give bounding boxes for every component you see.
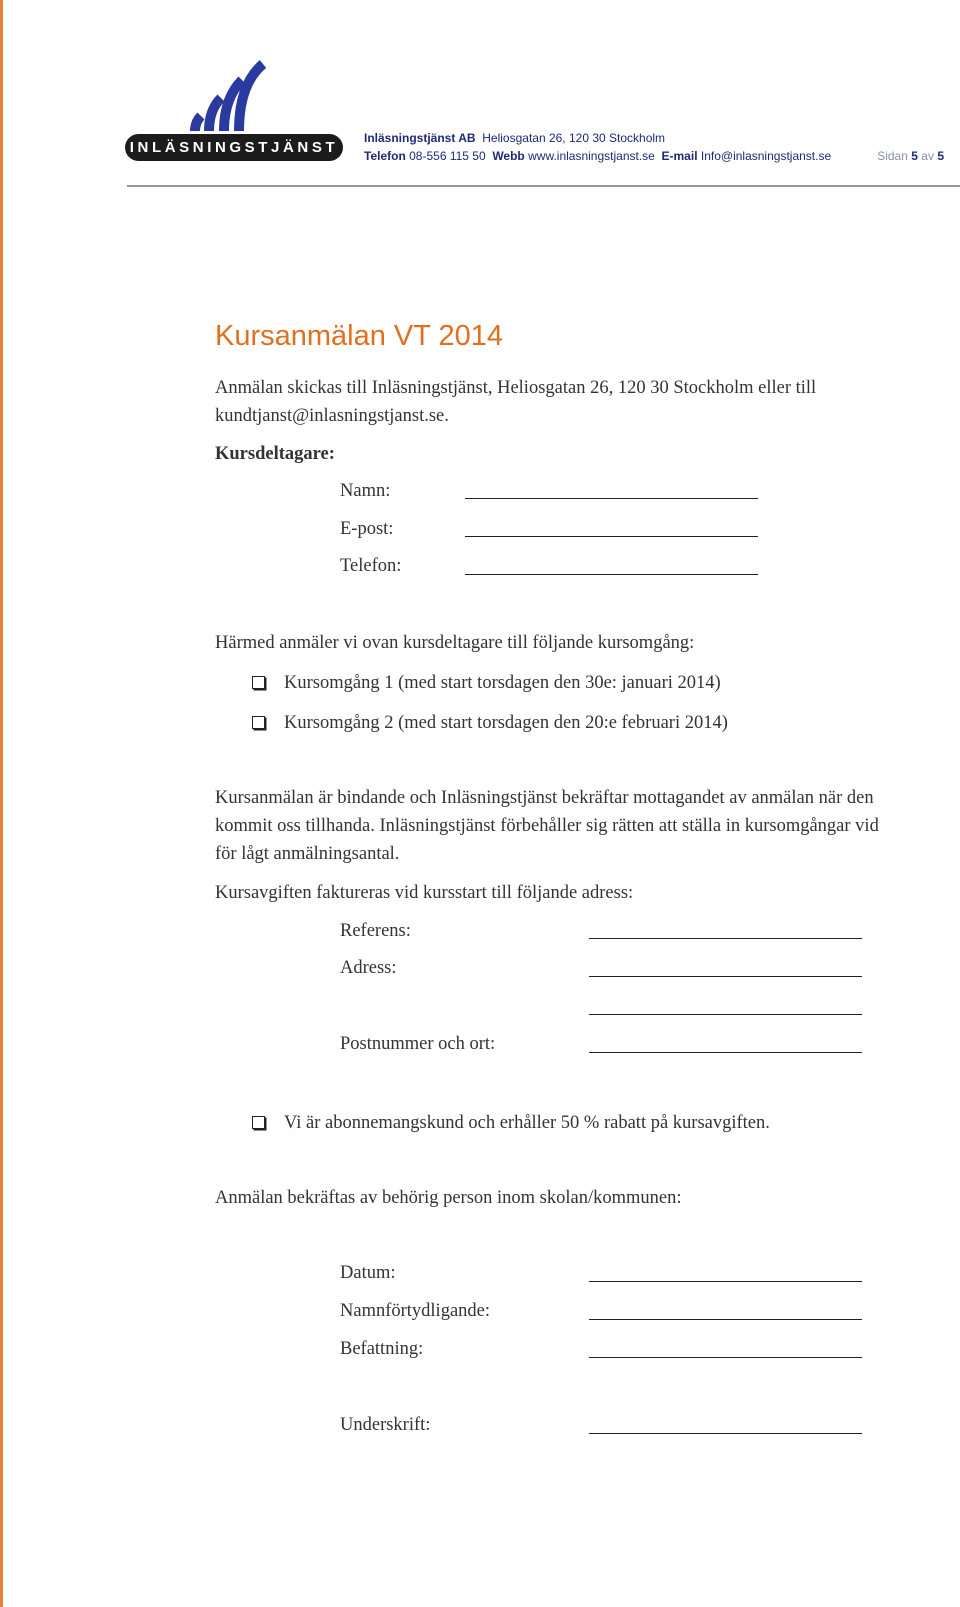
page-title: Kursanmälan VT 2014: [215, 320, 504, 352]
binding-line-1: Kursanmälan är bindande och Inläsningstjänst bekräftar mottagandet av anmälan när den: [215, 788, 874, 808]
invoice-intro: Kursavgiften faktureras vid kursstart till följande adress:: [215, 883, 634, 903]
phone-label: Telefon: [364, 149, 406, 163]
postal-field[interactable]: [589, 1052, 862, 1053]
page-total: 5: [937, 149, 944, 163]
subscriber-checkbox[interactable]: [252, 1116, 265, 1129]
clarification-field[interactable]: [589, 1319, 862, 1320]
logo-wordmark: INLÄSNINGSTJÄNST AB: [125, 134, 343, 161]
clarification-label: Namnförtydligande:: [340, 1301, 491, 1321]
header-divider: [127, 185, 960, 187]
email-label: E-mail: [661, 149, 698, 163]
date-label: Datum:: [340, 1263, 396, 1283]
course-1-label: Kursomgång 1 (med start torsdagen den 30e: januari 2014): [284, 673, 721, 693]
course-intro: Härmed anmäler vi ovan kursdeltagare till följande kursomgång:: [215, 633, 695, 653]
position-field[interactable]: [589, 1357, 862, 1358]
date-field[interactable]: [589, 1281, 862, 1282]
header-address-line: [364, 131, 665, 145]
signature-field[interactable]: [589, 1433, 862, 1434]
confirm-intro: Anmälan bekräftas av behörig person inom skolan/kommunen:: [215, 1188, 682, 1208]
address-field-1[interactable]: [589, 976, 862, 977]
postal-label: Postnummer och ort:: [340, 1034, 496, 1054]
reference-label: Referens:: [340, 921, 411, 941]
company-name: Inläsningstjänst AB: [364, 131, 476, 145]
subscriber-label: Vi är abonnemangskund och erhåller 50 % rabatt på kursavgiften.: [284, 1113, 770, 1133]
web-label: Webb: [492, 149, 525, 163]
signal-waves-icon: [125, 58, 343, 138]
binding-line-3: för lågt anmälningsantal.: [215, 844, 400, 864]
email-field[interactable]: [465, 536, 758, 537]
signature-label: Underskrift:: [340, 1415, 431, 1435]
course-1-checkbox[interactable]: [252, 676, 265, 689]
page-indicator: [877, 149, 944, 163]
position-label: Befattning:: [340, 1339, 424, 1359]
course-2-checkbox[interactable]: [252, 716, 265, 729]
left-margin-rule: [0, 0, 3, 1607]
page-current: 5: [911, 149, 918, 163]
page-separator: av: [921, 149, 934, 163]
email-link[interactable]: Info@inlasningstjanst.se: [700, 149, 832, 163]
reference-field[interactable]: [589, 938, 862, 939]
web-link[interactable]: www.inlasningstjanst.se: [528, 149, 655, 163]
header-contact-line: [364, 149, 831, 163]
participant-heading: Kursdeltagare:: [215, 444, 335, 464]
page-prefix: Sidan: [877, 149, 908, 163]
phone-field[interactable]: [465, 574, 758, 575]
name-field[interactable]: [465, 498, 758, 499]
binding-line-2: kommit oss tillhanda. Inläsningstjänst förbehåller sig rätten att ställa in kursomgångar vid: [215, 816, 879, 836]
company-address: Heliosgatan 26, 120 30 Stockholm: [482, 131, 666, 145]
course-2-label: Kursomgång 2 (med start torsdagen den 20:e februari 2014): [284, 713, 728, 733]
intro-line-1: Anmälan skickas till Inläsningstjänst, Heliosgatan 26, 120 30 Stockholm eller till: [215, 378, 817, 398]
name-label: Namn:: [340, 481, 391, 501]
email-label-field: E-post:: [340, 519, 394, 539]
intro-line-2: kundtjanst@inlasningstjanst.se.: [215, 406, 449, 426]
phone-label-field: Telefon:: [340, 556, 402, 576]
address-field-2[interactable]: [589, 1014, 862, 1015]
address-label: Adress:: [340, 958, 397, 978]
company-logo: [125, 58, 343, 183]
phone-number: 08-556 115 50: [409, 149, 486, 163]
